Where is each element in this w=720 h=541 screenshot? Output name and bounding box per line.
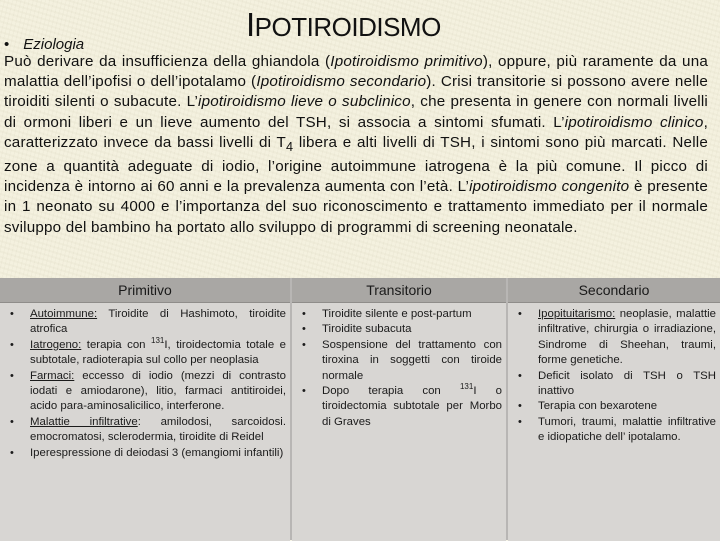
- list-item: • Terapia con bexarotene: [512, 399, 716, 414]
- list-item: • Ipopituitarismo: neoplasie, malattie infiltrative, chirurgia o irradiazione, Sindrome di Sheehan, traumi, forme genetiche.: [512, 307, 716, 369]
- list-item: • Deficit isolato di TSH o TSH inattivo: [512, 369, 716, 400]
- list-item: • Farmaci: eccesso di iodio (mezzi di contrasto iodati e amiodarone), litio, farmaci antitiroidei, acido para-aminosalicilico, interferone.: [4, 369, 286, 415]
- list-item: • Malattie infiltrative: amilodosi, sarcoidosi. emocromatosi, sclerodermia, tiroidite di Reidel: [4, 415, 286, 446]
- list-item: • Dopo terapia con $^{131}$I o tiroidectomia subtotale per Morbo di Graves: [296, 384, 502, 430]
- classification-table: [0, 278, 720, 540]
- list-item: • Iperespressione di deiodasi 3 (emangiomi infantili): [4, 446, 286, 461]
- section-heading: [4, 36, 84, 53]
- list-item: • Tiroidite silente e post-partum: [296, 307, 502, 322]
- header-transitorio: Transitorio: [292, 278, 506, 303]
- body-paragraph: Può derivare da insufficienza della ghiandola (Ipotiroidismo primitivo), oppure, più raramente da una malattia dell’ipofisi o dell’ipotalamo (Ipotiroidismo secondario). Crisi transitorie si possono avere nelle tiroiditi silenti o subacute. L’ipotiroidismo lieve o subclinico, che presenta in genere con normali livelli di ormoni liberi e un lieve aumento del TSH, si associa a sintomi sfumati. L’ipotiroidismo clinico, caratterizzato invece da bassi livelli di $T_4$ libera e alti livelli di TSH, i sintomi sono più marcati. Nelle zone a quantità adeguate di iodio, l’origine autoimmune iatrogena è la più comune. Il picco di incidenza è intorno ai 60 anni e la prevalenza aumenta con l’età. L’ipotiroidismo congenito è presente in 1 neonato su 4000 e l’importanza del suo riconoscimento e trattamento immediato per il normale sviluppo del bambino ha portato allo sviluppo di programmi di screening neonatale.: [4, 53, 709, 236]
- bullet-icon: •: [4, 36, 10, 53]
- page-title: IPOTIROIDISMO: [246, 6, 441, 43]
- list-item: • Sospensione del trattamento con tiroxina in soggetti con tiroide normale: [296, 338, 502, 384]
- list-item: • Tumori, traumi, malattie infiltrative e idiopatiche dell’ ipotalamo.: [512, 415, 716, 446]
- list-item: • Iatrogeno: terapia con $^{131}$I, tiroidectomia totale e subtotale, radioterapia sul collo per neoplasia: [4, 338, 286, 369]
- list-item: • Autoimmune: Tiroidite di Hashimoto, tiroidite atrofica: [4, 307, 286, 338]
- header-primitivo: Primitivo: [0, 278, 290, 303]
- column-primitivo: [0, 278, 290, 540]
- column-secondario: [508, 278, 720, 540]
- column-transitorio: [292, 278, 506, 540]
- section-label: Eziologia: [23, 36, 85, 53]
- header-secondario: Secondario: [508, 278, 720, 303]
- list-item: • Tiroidite subacuta: [296, 322, 502, 337]
